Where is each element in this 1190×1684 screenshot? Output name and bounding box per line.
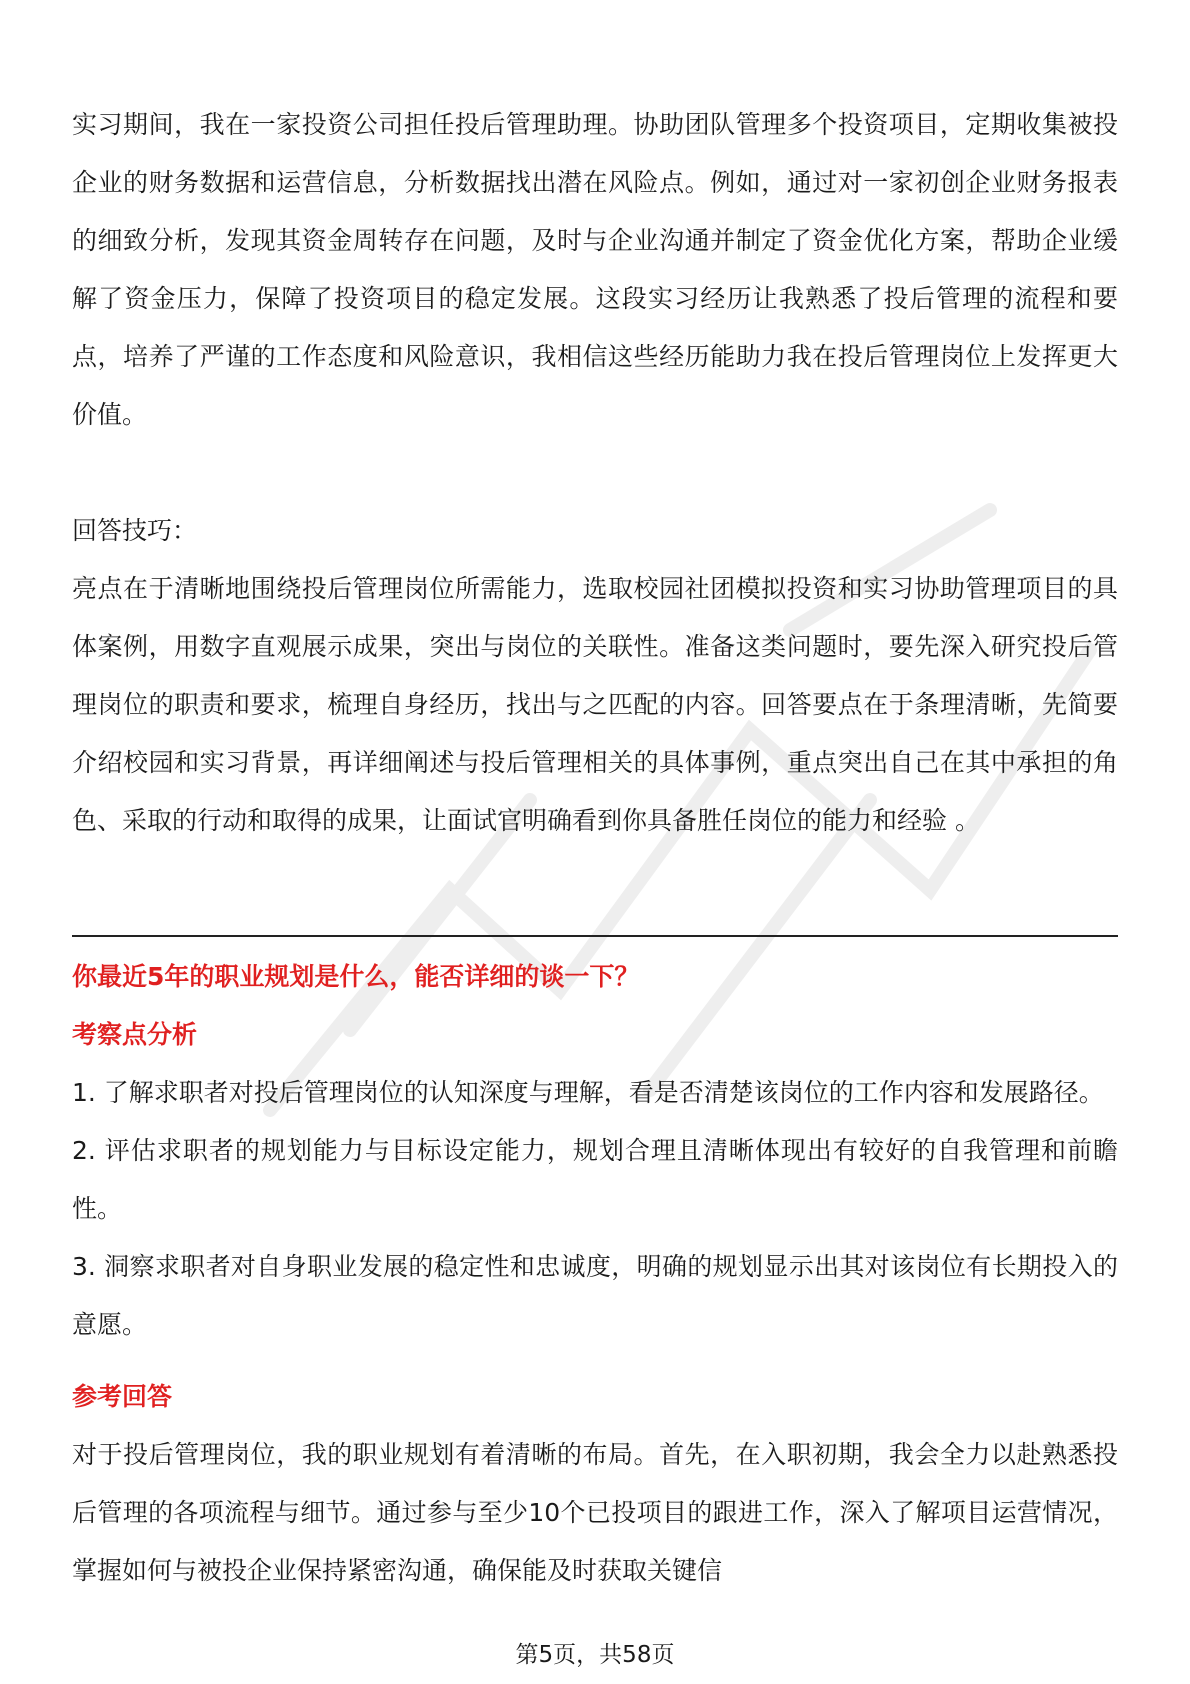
analysis-item: 2. 评估求职者的规划能力与目标设定能力，规划合理且清晰体现出有较好的自我管理和前瞻性。 [72, 1136, 1118, 1223]
spacer [72, 444, 1118, 502]
page-number: 第5页，共58页 [515, 1642, 675, 1668]
analysis-heading: 考察点分析 [72, 1020, 198, 1049]
tips-paragraph: 亮点在于清晰地围绕投后管理岗位所需能力，选取校园社团模拟投资和实习协助管理项目的具体案例，用数字直观展示成果，突出与岗位的关联性。准备这类问题时，要先深入研究投后管理岗位的职责和要求，梳理自身经历，找出与之匹配的内容。回答要点在于条理清晰，先简要介绍校园和实习背景，再详细阐述与投后管理相关的具体事例，重点突出自己在其中承担的角色、采取的行动和取得的成果，让面试官明确看到你具备胜任岗位的能力和经验 。 [72, 574, 1118, 835]
answer-heading: 参考回答 [72, 1382, 173, 1411]
answer-paragraph: 对于投后管理岗位，我的职业规划有着清晰的布局。首先，在入职初期，我会全力以赴熟悉投后管理的各项流程与细节。通过参与至少10个已投项目的跟进工作，深入了解项目运营情况，掌握如何与被投企业保持紧密沟通，确保能及时获取关键信 [72, 1440, 1118, 1585]
internship-paragraph: 实习期间，我在一家投资公司担任投后管理助理。协助团队管理多个投资项目，定期收集被投企业的财务数据和运营信息，分析数据找出潜在风险点。例如，通过对一家初创企业财务报表的细致分析，发现其资金周转存在问题，及时与企业沟通并制定了资金优化方案，帮助企业缓解了资金压力，保障了投资项目的稳定发展。这段实习经历让我熟悉了投后管理的流程和要点，培养了严谨的工作态度和风险意识，我相信这些经历能助力我在投后管理岗位上发挥更大价值。 [72, 110, 1118, 429]
section-internship [72, 96, 1118, 850]
question-heading: 你最近5年的职业规划是什么，能否详细的谈一下？ [72, 962, 640, 991]
analysis-item: 1. 了解求职者对投后管理岗位的认知深度与理解，看是否清楚该岗位的工作内容和发展路径。 [72, 1078, 1104, 1107]
section-divider [72, 935, 1118, 937]
section-career-plan [72, 948, 1118, 1600]
spacer [72, 1354, 1118, 1368]
tips-label: 回答技巧： [72, 516, 198, 545]
analysis-item: 3. 洞察求职者对自身职业发展的稳定性和忠诚度，明确的规划显示出其对该岗位有长期投入的意愿。 [72, 1252, 1118, 1339]
